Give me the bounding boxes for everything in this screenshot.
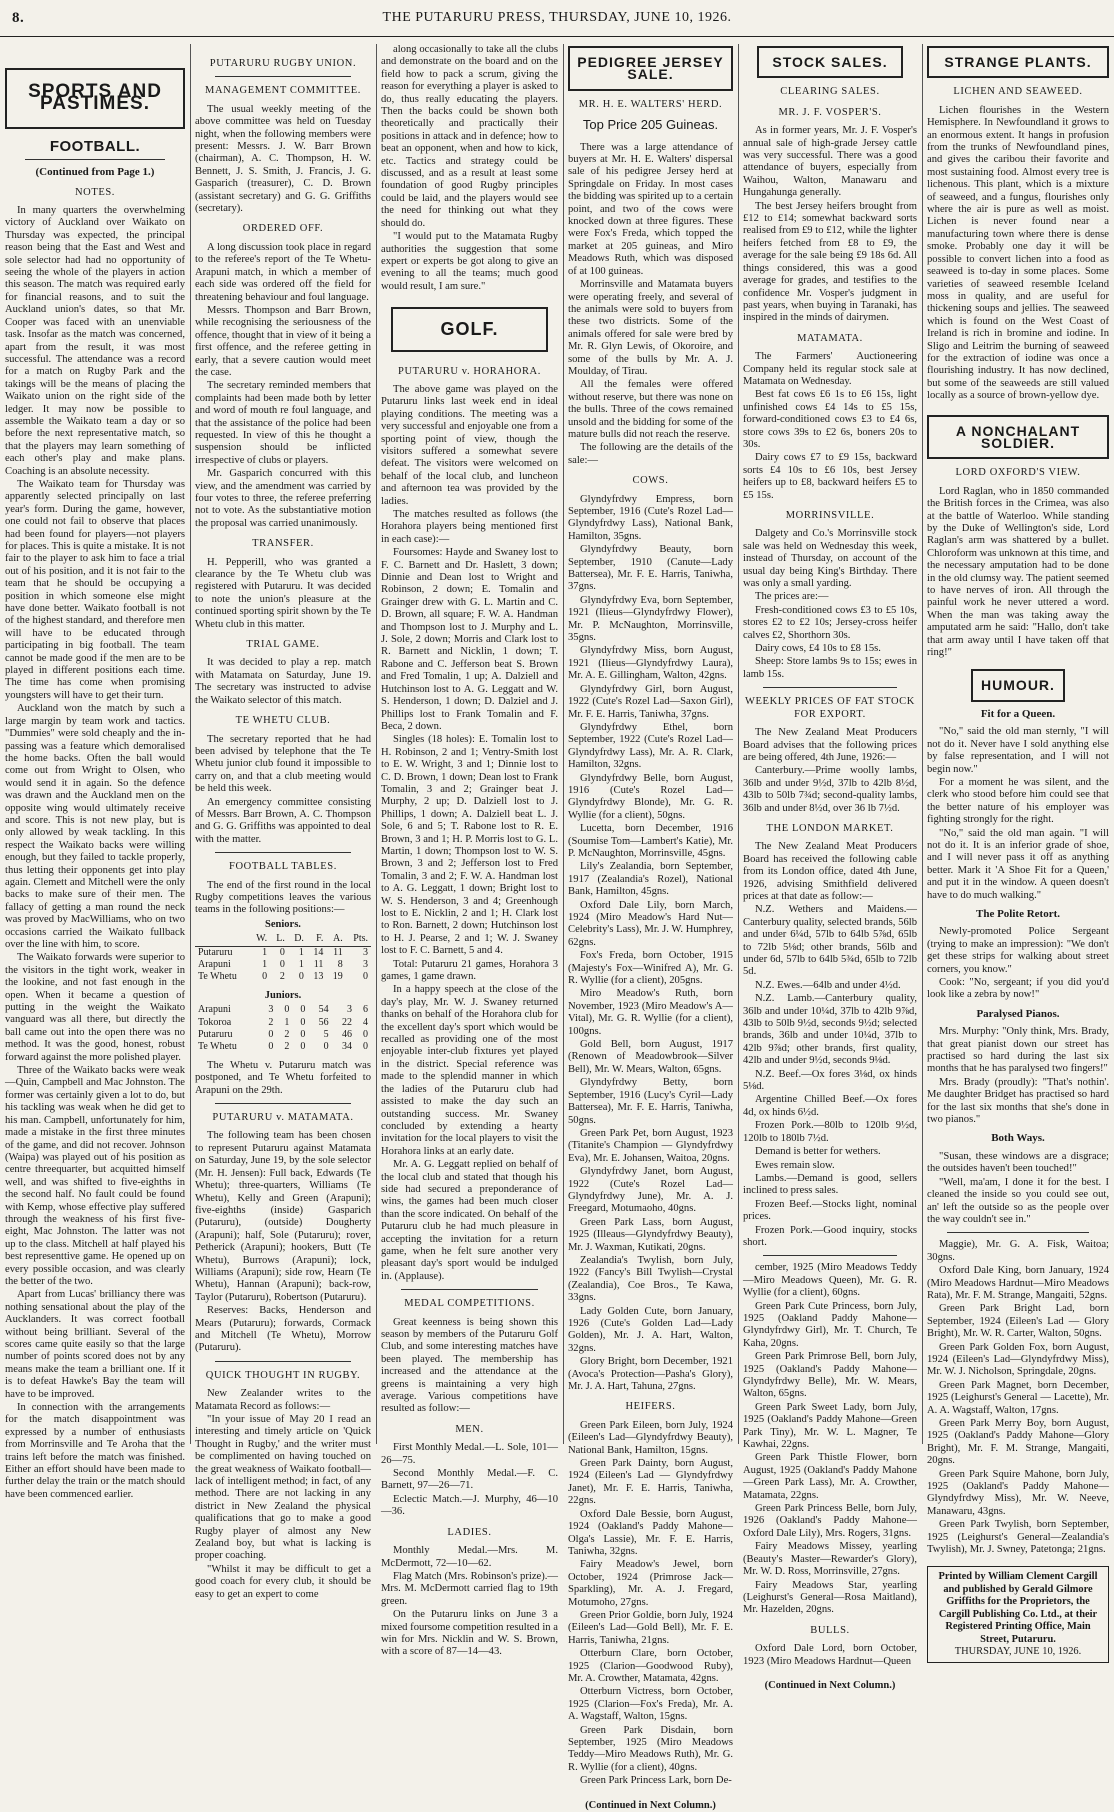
paragraph: The Farmers' Auctioneering Company held its regular stock sale at Matamata on Wednesday. [743,351,917,387]
list-item: Glyndyfrdwy Beauty, born September, 1910 (Canute—Lady Battersea), Mr. F. E. Harris, Taniwha, 37gns. [568,544,733,593]
paragraph: Newly-promoted Police Sergeant (trying to make an impression): "We don't get these strips for walking about street corners, you know." [927,926,1109,975]
list-item: Demand is better for wethers. [755,1146,881,1158]
paragraph: Three of the Waikato backs were weak—Quin, Campbell and Mac Johnston. The former was certainly given a lot to do, but his tackling was weak when he did get to his man. Campbell, unfortunately for him, made a mistake in the first three minutes of the game, and did not recover. Johnson (Waipa) was played out of his position as centre threequarter, but acquitted himself well, and was shifted to five-eighths in the second half. No fault could be found with Kemp, whose effective play suffered through the weakness of his first five-eight, Mac Johnston. The latter was not up to the class. Mitchell at half played his best representtive game. He opened up on every possible occasion, and was clearly the better of the two. [5,1065,185,1287]
paragraph: Monthly Medal.—Mrs. M. McDermott, 72—10—62. [381,1545,558,1569]
list-item: Lucetta, born December, 1916 (Soumise Tom—Lambert's Katie), Mr. P. McNaughton, Morrinsville, 45gns. [568,823,733,859]
list-item: Frozen Pork.—Good inquiry, stocks short. [743,1224,917,1248]
list-item: Fairy Meadows Star, yearling (Leighurst's General—Rosa Maitland), Mr. Hazelden, 20gns. [743,1579,917,1616]
continued-note: (Continued in Next Column.) [764,1679,896,1691]
ordered-off-heading: ORDERED OFF. [242,223,324,235]
list-item: Green Park Princess Lark, born De- [580,1775,732,1787]
divider [215,1103,351,1104]
divider [215,852,351,853]
london-heading: THE LONDON MARKET. [766,822,894,834]
golf-title: GOLF. [391,307,548,351]
list-item: Green Park Merry Boy, born August, 1925 (Oakland's Paddy Mahone—Glory Bright), Mr. F. M. Strange, Mangaiti, 20gns. [927,1418,1109,1467]
list-item: N.Z. Ewes.—64lb and under 4½d. [755,979,901,991]
list-item: Oxford Dale King, born January, 1924 (Miro Meadows Hardnut—Miro Meadows Rata), Mr. F. M. Strange, Mangaiti, 52gns. [927,1265,1109,1301]
list-item: Green Park Disdain, born September, 1925 (Miro Meadows Teddy—Miro Meadows Ruth), Mr. G. R. Wyllie (for a client), 40gns. [568,1724,733,1773]
list-item: Otterburn Victress, born October, 1925 (Clarion—Fox's Freda), Mr. A. A. Wagstaff, Walton, 15gns. [568,1686,733,1723]
column-sports [0,44,190,1500]
paragraph: Great keenness is being shown this season by members of the Putaruru Golf Club, and some interesting matches have been played. The membership has increased and the attendance at the greens is maintaining a very high average. Various competitions have resulted as follow:— [381,1316,558,1415]
quick-thought-heading: QUICK THOUGHT IN RUGBY. [205,1369,361,1381]
paragraph: Eclectic Match.—J. Murphy, 46—10—36. [381,1493,558,1518]
list-item: Frozen Beef.—Stocks light, nominal prices. [743,1198,917,1223]
list-item: Green Park Bright Lad, born September, 1924 (Eileen's Lad — Glory Bright), Mr. W. R. Carter, Walton, 50gns. [927,1303,1109,1340]
list-item: Glyndyfrdwy Miss, born August, 1921 (Ilieus—Glyndyfrdwy Laura), Mr. A. E. Gillingham, Walton, 42gns. [568,645,733,682]
paragraph: along occasionally to take all the clubs and demonstrate on the board and on the field how to pack a scrum, giving the reason for everything a player is asked to do, thus really educating the players. Then the backs could be shown both theoretically and practically their positions in attack and in defence; how to beat an opponent, when and how to kick, etc. Tactics and strategy could be discussed, and as a result at least some foundation of good Rugby principles could be laid, and the players would see the need for thinking out what they should do. [381,44,558,229]
paragraph: Reserves: Backs, Henderson and Mears (Putaruru); forwards, Cormack and Mitchell (Te Whetu), Morrow (Putaruru). [195,1305,371,1354]
notes-heading: NOTES. [74,186,116,198]
heifers-list [568,1420,733,1788]
paragraph: Dalgety and Co.'s Morrinsville stock sale was held on Wednesday this week, instead of Thursday, on account of the usual day being King's Birthday. There was only a small yarding. [743,528,917,590]
paragraph: Mr. Gasparich concurred with this view, and the amendment was carried by four votes to three, the referee preferring not to vote. As the substantiative motion the proposal was carried unanimously. [195,468,371,529]
clearing-heading: CLEARING SALES. [780,86,880,98]
paragraph: The best Jersey heifers brought from £12 to £14; somewhat backward sorts realised from £9 to £12, while the lighter heifers fetched from £8 to £9, the average for the sale being £9 18s 6d. All things considered, this was a good average for grades, and testifies to the confidence Mr. Vosper's judgment in past years, when buying in Taranaki, has inspired in the minds of dairymen. [743,200,917,324]
page-number: 8. [12,10,25,26]
column-stock-sales [738,44,922,1691]
paragraph: "Well, ma'am, I done it for the best. I cleaned the inside so you could see out, an' left the outside so as the people over the way couldn't see in." [927,1176,1109,1225]
juniors-title: Juniors. [264,989,302,1001]
paragraph: On the Putaruru links on June 3 a mixed foursome competition resulted in a win for Mrs. Nicklin and W. S. Brown, with a score of 87—14—43. [381,1609,558,1658]
cows-heading: COWS. [632,475,669,487]
list-item: Argentine Chilled Beef.—Ox fores 4d, ox hinds 6½d. [743,1094,917,1118]
paragraph: Second Monthly Medal.—F. C. Barnett, 97—26—71. [381,1468,558,1492]
paragraph: The Whetu v. Putaruru match was postponed, and Te Whetu forfeited to Arapuni on the 29th. [195,1059,371,1096]
list-item: Lambs.—Demand is good, sellers inclined to press sales. [743,1172,917,1197]
paragraph: H. Pepperill, who was granted a clearance by the Te Whetu club was registered with Putaruru. It was decided to note the union's pleasure at the continued sporting spirit shown by the Te Whetu club in this matter. [195,556,371,630]
paragraph: Dairy cows £7 to £9 15s, backward sorts £4 10s to £6 10s, best Jersey heifers up to £8, backward heifers £5 to £5 15s. [743,452,917,501]
paragraph: Mr. A. G. Leggatt replied on behalf of the local club and stated that though his side had secured a preponderance of wins, the games had been much closer than the score indicated. On behalf of the Putaruru club he had much pleasure in accepting the invitation for a return game, when he felt sure another very pleasant day's sport would be indulged in. (Applause). [381,1159,558,1282]
paragraph: For a moment he was silent, and the clerk who stood before him could see that the better nature of his employer was fighting strongly for the right. [927,776,1109,826]
table-row: Te Whetu 0 2 0 0 34 0 [198,1041,368,1053]
list-item: Glory Bright, born December, 1921 (Avoca's Protection—Pasha's Glory), Mr. J. A. Hart, Tahuna, 27gns. [568,1356,733,1393]
list-item: Green Park Dainty, born August, 1924 (Eileen's Lad — Glyndyfrdwy Janet), Mr. F. E. Harris, Taniwha, 22gns. [568,1458,733,1507]
list-item: Green Park Lass, born August, 1925 (Illeaus—Glyndyfrdwy Beauty), Mr. J. Waxman, Kutikati, 20gns. [568,1216,733,1253]
paragraph: "I would put to the Matamata Rugby authorities the suggestion that some expert or experts be got along to give an evening to all the teams; much good would result, I am sure." [381,231,558,292]
fit-for-queen-heading: Fit for a Queen. [980,707,1056,720]
paragraph: "No," said the old man again. "I will not do it. It is an inferior grade of shoe, and I will never pass it off as anything better. Mark it 'A Shoe Fit for a Queen,' and put it in the window. A queen doesn't have to do much walking." [927,827,1109,901]
paragraph: Auckland won the match by such a large margin by team work and tactics. "Dummies" were sold cheaply and the in-passing was a feature which demoralised the home backs. Often the ball would come out from Wright to Olsen, who would send it in again. So the defence was drawn and the Auckland men on the opposite wing would ultimately receive and score. This is not new play, but is only allowed by weak tackling. In this respect the Waikato backs were willing enough, but they failed to tackle properly, thus letting their opponents get into play again. Clemett and Mitchell were the only backs to make sure of their men. The fallacy of getting a man round the neck was proved by MacWilliams, who on two occasions carried the Waikato fullback over the line with him, to score. [5,703,185,950]
both-ways-heading: Both Ways. [991,1132,1045,1145]
paragraph: The prices are:— [755,591,829,603]
list-item: The New Zealand Meat Producers Board has received the following cable from its London office, dated 4th June, 1926, advising Smithfield delivered prices at that date as follow:— [743,841,917,902]
continued-note: (Continued from Page 1.) [35,166,155,179]
list-item: Fairy Meadow's Jewel, born October, 1924 (Primrose Jack—Sparkling), Mr. A. J. Fregard, Motumoho, 27gns. [568,1559,733,1608]
paragraph: First Monthly Medal.—L. Sole, 101—26—75. [381,1442,558,1466]
men-heading: MEN. [455,1423,484,1435]
paragraph: As in former years, Mr. J. F. Vosper's annual sale of high-grade Jersey cattle was very successful. There was a good attendance of buyers, especially from Waihou, Walton, Manawaru and Hungahunga generally. [743,125,917,199]
list-item: Green Park Pet, born August, 1923 (Titanite's Champion — Glyndyfrdwy Eva), Mr. E. Johansen, Waitoa, 20gns. [568,1127,733,1164]
list-item: N.Z. Wethers and Maidens.—Canterbury quality, selected brands, 56lb and under 6¼d, 57lb to 64lb 5⅞d, 65lb to 72lb 5⅛d; other brands, 56lb and under 6d, 57lb to 64lb 5¾d, 65lb to 72lb 5d. [743,904,917,978]
paragraph: Sheep: Store lambs 9s to 15s; ewes in lamb 15s. [743,656,917,680]
paragraph: The New Zealand Meat Producers Board advises that the following prices are being offered, 4th June, 1926:— [743,727,917,763]
seniors-title: Seniors. [265,918,301,930]
transfer-heading: TRANSFER. [252,538,314,550]
paragraph: A long discussion took place in regard to the referee's report of the Te Whetu-Arapuni match, in which a member of each side was ordered off the field for threatening behaviour and foul language. [195,241,371,303]
paragraph: Lord Raglan, who in 1850 commanded the British forces in the Crimea, was also at the battle of Waterloo. While standing by the Duke of Wellington's side, Lord Raglan's arm was shattered by a bullet. Chloroform was unknown at this time, and the necessary amputation had to be done in the old clumsy way. The patient seemed to have nerves of iron. All through the painful work he never uttered a word. When the man was taking away the amputated arm he said: "Hallo, don't take that arm away until I have taken off that ring!" [927,485,1109,659]
paragraph: Dairy cows, £4 10s to £8 15s. [755,643,881,655]
vosper-heading: MR. J. F. VOSPER'S. [778,106,882,118]
jersey-sale-title: PEDIGREE JERSEY SALE. [568,46,733,91]
list-item: Glyndyfrdwy Janet, born August, 1922 (Cute's Rozel Lad—Glyndyfrdwy June), Mr. A. J. Freegard, Motumaoho, 40gns. [568,1166,733,1215]
paragraph: Total: Putaruru 21 games, Horahora 3 games, 1 game drawn. [381,958,558,983]
list-item: Lady Golden Cute, born January, 1926 (Cute's Golden Lad—Lady Golden), Mr. J. A. Hart, Walton, 32gns. [568,1305,733,1354]
column-features [922,44,1114,1657]
list-item: Glyndyfrdwy Empress, born September, 1916 (Cute's Rozel Lad—Glyndyfrdwy Lass), National Bank, Hamilton, 35gns. [568,493,733,542]
table-row: Putaruru 0 2 0 5 46 0 [198,1029,368,1041]
medal-heading: MEDAL COMPETITIONS. [404,1298,535,1310]
list-item: Green Park Magnet, born December, 1925 (Leighurst's General — Lacette), Mr. A. A. Wagstaff, Walton, 17gns. [927,1379,1109,1416]
matamata-heading: MATAMATA. [797,332,863,344]
paragraph: Flag Match (Mrs. Robinson's prize).—Mrs. M. McDermott carried flag to 19th green. [381,1570,558,1607]
list-item: Green Park Primrose Bell, born July, 1925 (Oakland's Paddy Mahone—Glyndyfrdwy Belle), Mr. W. Mears, Walton, 65gns. [743,1351,917,1400]
paragraph: Fresh-conditioned cows £3 to £5 10s, stores £2 to £2 10s; Jersey-cross heifer calves £2, Shorthorn 30s. [743,604,917,641]
paralysed-pianos-heading: Paralysed Pianos. [976,1007,1060,1020]
paragraph: New Zealander writes to the Matamata Record as follows:— [195,1388,371,1412]
stock-sales-title: STOCK SALES. [757,46,903,78]
masthead-title: THE PUTARURU PRESS, THURSDAY, JUNE 10, 1926. [382,10,732,25]
paragraph: "Susan, these windows are a disgrace; the outsides haven't been touched!" [927,1150,1109,1175]
paragraph: Morrinsville and Matamata buyers were operating freely, and several of the animals were sold to buyers from these two districts. Some of the animals offered for sale were bred by Mr. R. Glyn Lewis, of Okoroire, and some of the bulls by Mr. A. J. Moulday, of Tirau. [568,279,733,377]
polite-retort-heading: The Polite Retort. [976,907,1060,920]
list-item: Zealandia's Twylish, born July, 1922 (Fancy's Bill Twylish—Crystal (Zealandia), Coe Bros., Te Kawa, 33gns. [568,1254,733,1304]
column-rugby-union [190,44,376,1600]
list-item: Glyndyfrdwy Betty, born September, 1916 (Lucy's Cyril—Lady Battersea), Mr. F. E. Harris, Taniwha, 50gns. [568,1077,733,1126]
list-item: Maggie), Mr. G. A. Fisk, Waitoa; 30gns. [927,1239,1109,1263]
list-item: cember, 1925 (Miro Meadows Teddy—Miro Meadows Queen), Mr. G. R. Wyllie (for a client), 60gns. [743,1262,917,1299]
paragraph: The usual weekly meeting of the above committee was held on Tuesday night, when the following members were present: Messrs. J. W. Barr Brown (chairman), A. C. Thompson, H. W. Bennett, J. S. Smith, J. Francis, J. G. Gasparich (treasurer), C. D. Brown (assistant secretary) and G. G. Griffiths (secretary). [195,103,371,215]
humour-title: HUMOUR. [971,669,1065,701]
paragraph: The above game was played on the Putaruru links last week end in ideal playing conditions. The meeting was a very successful and enjoyable one from a sporting point of view, though the visitors suffered a somewhat severe defeat. The visitors were welcomed on behalf of the local club, and luncheon and afternoon tea was provided by the ladies. [381,383,558,507]
paragraph: The matches resulted as follows (the Horahora players being mentioned first in each case):— [381,509,558,545]
paragraph: It was decided to play a rep. match with Matamata on Saturday, June 19. The secretary was instructed to advise the Waikato selector of this match. [195,657,371,706]
list-item: Green Park Twylish, born September, 1925 (Leighurst's General—Zealandia's Twylish), Mr. J. Swney, Patetonga; 21gns. [927,1519,1109,1556]
list-item: Miro Meadow's Ruth, born November, 1923 (Miro Meadow's A—Vital), Mr. G. R. Wyllie (for a client), 100gns. [568,988,733,1037]
table-row: Arapuni 3 0 0 54 3 6 [198,1004,368,1016]
paragraph: Oxford Dale Lord, born October, 1923 (Miro Meadows Hardnut—Queen [743,1643,917,1667]
list-item: Green Park Thistle Flower, born August, 1925 (Oakland's Paddy Mahone—Green Park Lass), Mr. A. Crowther, Matamata, 22gns. [743,1452,917,1501]
list-item: Green Park Golden Fox, born August, 1924 (Eileen's Lad—Glyndyfrdwy Miss), Mr. W. J. Nicholson, Springdale, 20gns. [927,1341,1109,1378]
list-item: Green Prior Goldie, born July, 1924 (Eileen's Lad—Gold Bell), Mr. F. E. Harris, Taniwha, 21gns. [568,1609,733,1646]
football-tables-heading: FOOTBALL TABLES. [229,861,337,873]
lichen-heading: LICHEN AND SEAWEED. [953,86,1083,98]
paragraph: An emergency committee consisting of Messrs. Barr Brown, A. C. Thompson and G. G. Griffiths was appointed to deal with the matter. [195,796,371,845]
list-item: Lily's Zealandia, born September, 1917 (Zealandia's Rozel), National Bank, Hamilton, 45gns. [568,861,733,898]
top-price-lead: Top Price 205 Guineas. [582,117,719,133]
list-item: Glyndyfrdwy Girl, born August, 1922 (Cute's Rozel Lad—Saxon Girl), Mr. F. E. Harris, Taniwha, 37gns. [568,683,733,720]
list-item: Oxford Dale Bessie, born August, 1924 (Oakland's Paddy Mahone—Olga's Lassie), Mr. F. E. Harris, Taniwha, 32gns. [568,1508,733,1557]
paragraph: Canterbury.—Prime woolly lambs, 36lb and under 9½d, 37lb to 42lb 8½d, 43lb to 50lb 7¾d; second-quality lambs, 36lb and under 8½d, over 36 lb 7½d. [743,765,917,814]
paragraph: All the females were offered without reserve, but there was none on the bulls. Three of the cows remained unsold and the bidding for some of the mature bulls did not reach the reserve. [568,379,733,440]
table-header-row: W. L. D. F. A. Pts. [195,933,371,946]
union-heading: PUTARURU RUGBY UNION. [209,58,357,69]
seniors-table [195,933,371,984]
cows-list [568,494,733,1394]
imprint-text: Printed by William Clement Cargill and published by Gerald Gilmore Griffiths for the Proprietors, the Cargill Publishing Co. Ltd., at their Registered Printing Office, Main Street, Putaruru. [938,1571,1098,1645]
paragraph: "Whilst it may be difficult to get a good coach for every club, it should be easy to get an expert to come [195,1563,371,1600]
london-list [743,841,917,1249]
list-item: Gold Bell, born August, 1917 (Renown of Meadowbrook—Silver Bell), Mr. W. Mears, Walton, 65gns. [568,1039,733,1075]
list-item: Green Park Cute Princess, born July, 1925 (Oakland Paddy Mahone—Glyndyfrdwy Girl), Mr. T. Church, Te Kaha, 20gns. [743,1300,917,1349]
column-golf [376,44,563,1658]
divider [215,76,351,77]
section-title-sports: SPORTS AND PASTIMES. [5,68,185,129]
paragraph: The following are the details of the sale:— [568,442,733,466]
soldier-title: A NONCHALANT SOLDIER. [927,415,1109,460]
table-row: Tokoroa 2 1 0 56 22 4 [198,1016,368,1028]
list-item: Otterburn Clare, born October, 1925 (Clarion—Goodwood Ruby), Mr. A. Crowther, Matamata, 42gns. [568,1648,733,1684]
jersey-sale-subtitle: MR. H. E. WALTERS' HERD. [578,98,723,110]
paragraph: The end of the first round in the local Rugby competitions leaves the various teams in the following positions:— [195,879,371,916]
list-item: Glyndyfrdwy Eva, born September, 1921 (Ilieus—Glyndyfrdwy Flower), Mr. P. McNaughton, Morrinsville, 35gns. [568,594,733,644]
table-row: Putaruru 1 0 1 14 11 3 [198,946,368,958]
paragraph: The secretary reminded members that complaints had been made both by letter and word of mouth re foul language, and that the assistance of the police had been requested. In view of this he thought a suspension should be inflicted irrespective of clubs or players. [195,380,371,466]
paragraph: "No," said the old man sternly, "I will not do it. Never have I sold anything else by false representation, and I will not begin now." [927,726,1109,775]
horahora-heading: PUTARURU v. HORAHORA. [398,365,541,377]
imprint-box [927,1566,1109,1663]
table-row: Arapuni 1 0 1 11 8 3 [198,959,368,970]
trial-heading: TRIAL GAME. [246,639,320,651]
list-item: Frozen Pork.—80lb to 120lb 9½d, 120lb to 180lb 7½d. [743,1120,917,1144]
paragraph: Lichen flourishes in the Western Hemisphere. In Newfoundland it grows to an enormous extent. It hangs in profusion from the trunks of Newfoundland pines, and gives the caribou their favorite and most sustaining food. Almost every tree is lichenous. This plant, which is a mixture of seaweed, and a fungus, flourishes only where the air is pure as well as moist. Lichen is never found near a manufacturing town where there is dense smoke. Probably one day it will be possible to convert lichen into a food as seaweed is to-day in some places. Some varieties of seaweed resemble Iceland moss in quality, and are useful for thickening soups and jellies. The seaweed which is found on the West Coast of Ireland is rich in bromine and iodine. In Sligo and Leitrim the burning of seaweed for the extraction of iodine was once a flourishing industry. It has now declined, but some of the seaweeds are still valued locally as a source of brown-yellow dye. [927,104,1109,402]
divider [215,1361,351,1362]
list-item: N.Z. Lamb.—Canterbury quality, 36lb and under 10¼d, 37lb to 42lb 9⅞d, 43lb to 50lb 9½d, seconds 9½d; selected brands, 36lb and under 10¼d, 37lb to 42lb 9⅞d; other brands, first quality, 42lb and under 9½d, seconds 9⅛d. [743,993,917,1067]
paragraph: The Waikato forwards were superior to the visitors in the tight work, weaker in the lookine, and not fast enough in the open. When it became a question of putting in the weight the Waikato vanguard was all there, but directly the ball came out into the open there was no method. It was the good, honest, robust forward against the more polished player. [5,952,185,1063]
paragraph: Foursomes: Hayde and Swaney lost to F. C. Barnett and Dr. Haslett, 3 down; Dinnie and Dean lost to Wright and Robinson, 2 down; E. Tomalin and Grainger drew with G. L. Martin and C. D. Brown, all square; F. W. A. Handman and Thompson lost to J. Murphy and L. J. Sole, 2 down; Morris and Clark lost to R. Barnett and Nicklin, 1 down; T. Rabone and C. Jefferson beat S. Brown and Fred Tomalin, 1 up; A. Dalziell and Hutchinson lost to A. G. Leggatt and W. S. Henderson, 1 down; D. Dalziel and J. Phillips lost to Frank Tomalin and F. Beca, 2 down. [381,547,558,732]
divider [763,687,897,688]
morrinsville-heading: MORRINSVILLE. [785,510,875,521]
list-item: Fairy Meadows Missey, yearling (Beauty's Master—Rewarder's Glory), Mr. W. D. Ross, Morrinsville, 27gns. [743,1541,917,1578]
ladies-heading: LADIES. [447,1526,492,1538]
continued-note: (Continued in Next Column.) [585,1799,716,1811]
paragraph: Mrs. Brady (proudly): "That's nothin'. Me daughter Bridget has practised so hard for the last six months that she's done in two pianos." [927,1076,1109,1126]
juniors-table [195,1004,371,1054]
strange-plants-title: STRANGE PLANTS. [927,46,1109,78]
list-item: Fox's Freda, born October, 1915 (Majesty's Fox—Winifred A), Mr. G. R. Wyllie (for a client), 205gns. [568,950,733,987]
column-jersey-sale [563,44,738,1811]
paragraph: The secretary reported that he had been advised by telephone that the Te Whetu junior club found it impossible to carry on, and that a club meeting would be held this week. [195,733,371,795]
divider [25,159,165,160]
matamata-heading: PUTARURU v. MATAMATA. [212,1112,354,1124]
te-whetu-heading: TE WHETU CLUB. [235,715,331,727]
paragraph: In connection with the arrangements for the match disappointment was expressed by a number of enthusiasts from Morrinsville and Te Aroha that the trains left before the match was finished. Either an effort should have been made to further delay the train or the match should have been commenced earlier. [5,1402,185,1500]
divider [401,1289,538,1290]
paragraph: Best fat cows £6 1s to £6 15s, light unfinished cows £4 14s to £5 15s, forward-conditioned cows £3 to £4 6s, store cows 39s to £2 6s, boners 20s to 30s. [743,389,917,450]
heifers-heading: HEIFERS. [625,1401,676,1413]
table-row: Te Whetu 0 2 0 13 19 0 [198,971,368,983]
paragraph: Mrs. Murphy: "Only think, Mrs. Brady, that great pianist down our street has practised so hard during the last six months that he has paralysed two fingers!" [927,1026,1109,1075]
bulls-heading: BULLS. [810,1624,850,1636]
masthead [0,0,1114,37]
paragraph: "In your issue of May 20 I read an interesting and timely article on 'Quick Thought in Rugby,' and the writer must be complimented on having touched on the great weakness of Waikato football—lack of intelligent method; in fact, of any method. There are not lacking in any district in New Zealand the physical qualifications that go to make a good Rugby player of almost any New Zealand boy, but what is lacking is proper coaching. [195,1414,371,1562]
soldier-subtitle: LORD OXFORD'S VIEW. [955,467,1081,479]
paragraph: Apart from Lucas' brilliancy there was nothing sensational about the play of the Aucklanders. It was correct football without being brilliant. Several of the scores came quite easily so that the large number of points scored does not by any means make the team a brilliant one. If it is to defeat Hawke's Bay the team will have to be improved. [5,1289,185,1400]
list-item: Oxford Dale Lily, born March, 1924 (Miro Meadow's Hard Nut—Celebrity's Lass), Mr. J. W. Humphrey, 62gns. [568,899,733,948]
paragraph: Cook: "No, sergeant; if you did you'd look like a zebra by now!" [927,977,1109,1001]
management-heading: MANAGEMENT COMMITTEE. [205,85,361,97]
list-item: Green Park Eileen, born July, 1924 (Eileen's Lad—Glyndyfrdwy Beauty), National Bank, Hamilton, 15gns. [568,1419,733,1456]
paragraph: The Waikato team for Thursday was apparently selected principally on last year's form. During the game, however, one could not fail to observe that places had been found for players—not players for places. This is quite a mistake. It is not fair to the player to ask him to face a trial out of his position, and it is not fair to the team that he should be occupying a position in which someone else might have done better. Waikato football is not of the highest standard, and therefore men will have to be educated through participating in big football. The team cannot be made good if the men are to be played in different positions each time. The time has come when promising youngsters will have to get their turn. [5,478,185,701]
paragraph: The following team has been chosen to represent Putaruru against Matamata on Saturday, June 19, by the sole selector (Mr. H. Jensen): Full back, Edwards (Te Whetu); three-quarters, Williams (Te Whetu), Kelly and Green (Arapuni); five-eighths (inside) Gasparich (Putaruru), (outside) Dougherty (Arapuni); half, Sole (Putaruru); rover, Petherick (Arapuni); hookers, Butt (Te Whetu), Burrows (Arapuni); lock, Williams (Arapuni); side row, Hearn (Te Whetu), Hannan (Arapuni); back-row, Taylor (Putaruru), Robertson (Putaruru). [195,1130,371,1303]
list-item: Glyndyfrdwy Belle, born August, 1916 (Cute's Rozel Lad—Glyndyfrdwy Blonde), Mr. G. R. Wyllie (for a client), 50gns. [568,772,733,821]
paragraph: Singles (18 holes): E. Tomalin lost to H. Robinson, 2 and 1; Ventry-Smith lost to E. W. Wright, 3 and 1; Dinnie lost to C. D. Brown, 1 down; Dean lost to Frank Tomalin, 3 and 2; Grainger beat J. Murphy, 2 up; D. Dalziell lost to J. Phillips, 1 down; A. Dalziell beat L. J. Sole, 6 and 5; T. Rabone lost to R. E. Brown, 3 and 1; H. P. Morris lost to G. L. Martin, 1 down; Thompson lost to W. S. Brown, 3 and 2; Jefferson lost to Fred Tomalin, 3 and 2; F. W. A. Handman lost to A. G. Leggatt, 1 down; Bright lost to W. S. Henderson, 3 and 4; Greenhough lost to E. Nicklin, 2 and 1; H. Clark lost to Ron. Barnett, 2 down; Hutchinson lost to H. J. Pearse, 2 and 1; W. J. Swaney lost to F. C. Barnett, 5 and 4. [381,734,558,957]
list-item: Green Park Squire Mahone, born July, 1925 (Oakland's Paddy Mahone—Glyndyfrdwy Miss), Mr. W. Neeve, Manawaru, 43gns. [927,1468,1109,1517]
list-item: Green Park Princess Belle, born July, 1926 (Oakland's Paddy Mahone—Oxford Dale Lily), Mrs. Rogers, 31gns. [743,1503,917,1539]
paragraph: There was a large attendance of buyers at Mr. H. E. Walters' dispersal sale of his pedigree Jersey herd at Springdale on Friday. In most cases the bidding was spirited up to a certain point, and two of the cows were knocked down at three figures. These were Fox's Freda, which topped the market at 205 guineas, and Miro Meadows Ruth, which was disposed of at 100 guineas. [568,141,733,277]
list-item: Glyndyfrdwy Ethel, born September, 1922 (Cute's Rozel Lad—Glyndyfrdwy Lass), Mr. A. R. Clark, Hamilton, 32gns. [568,721,733,771]
divider [947,1232,1089,1233]
weekly-prices-heading: WEEKLY PRICES OF FAT STOCK FOR EXPORT. [745,696,915,720]
list-item: Ewes remain slow. [755,1159,835,1171]
list-item: N.Z. Beef.—Ox fores 3⅛d, ox hinds 5⅛d. [743,1068,917,1093]
paragraph: Messrs. Thompson and Barr Brown, while recognising the seriousness of the offence, thought that in view of it being a first offence, and the referee getting in early, that a severe caution would meet the case. [195,304,371,378]
continued-list [743,1262,917,1616]
paragraph: In many quarters the overwhelming victory of Auckland over Waikato on Thursday was expected, the principal reason being that the East and West and sole selector had had no opportunity of seeing the whole of the players in action this season. The match was required early for financial reasons, and to suit the Auckland union's dates, so that Mr. Cooper was faced with an unenviable task. Insofar as the match was concerned, apart from the result, it was most successful. The attendance was a record for a match on Rugby Park and the takings will be the means of placing the Waikato union on the right side of the ledger. It may now be possible to assemble the Waikato team a day or so before the next representative match, so that the players may learn something of each other's play and make plans. Coaching is an absolute necessity. [5,205,185,477]
continued-list [927,1239,1109,1556]
list-item: Green Park Sweet Lady, born July, 1925 (Oakland's Paddy Mahone—Green Park Tiny), Mr. W. L. Magner, Te Kawhai, 22gns. [743,1401,917,1451]
imprint-date: THURSDAY, JUNE 10, 1926. [954,1645,1082,1657]
paragraph: In a happy speech at the close of the day's play, Mr. W. J. Swaney returned thanks on behalf of the Horahora club for the excellent day's sport which would be recalled as providing one of the most enjoyable inter-club fixtures yet played in the district. Special reference was made to the splendid manner in which the ladies of the Putaruru club had assisted to make the day such an outstanding success. Mr. Swaney concluded by extending a hearty invitation for the local players to visit the Horahora links at an early date. [381,984,558,1157]
divider [763,1255,897,1256]
football-heading: FOOTBALL. [49,137,141,155]
